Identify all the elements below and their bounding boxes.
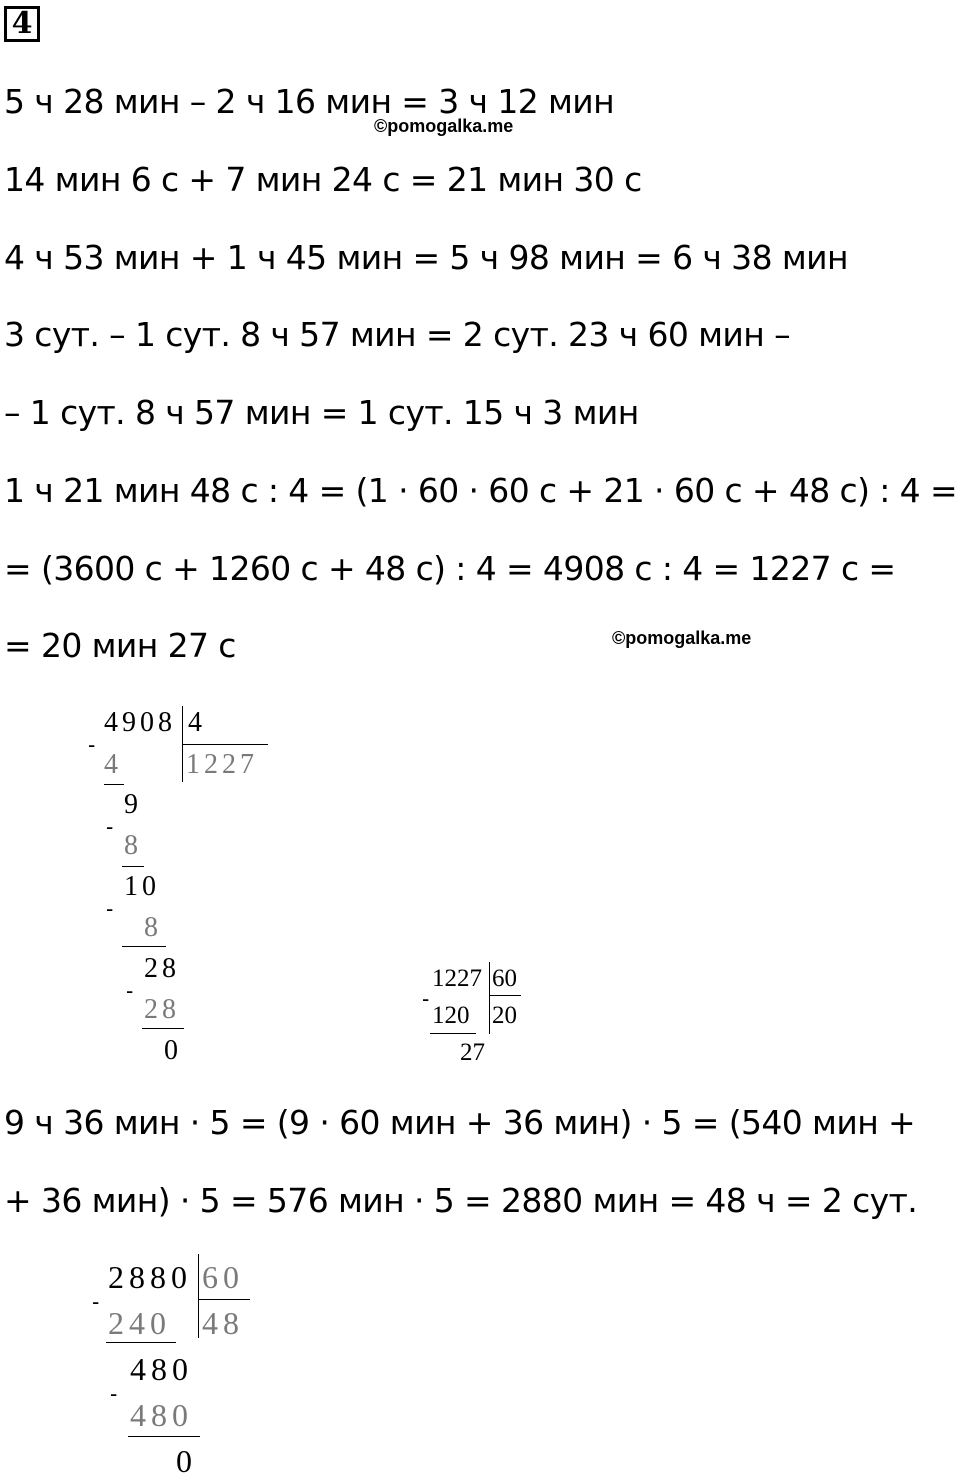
step-subtrahend: 480 [130, 1397, 193, 1433]
minus-sign: - [92, 1289, 100, 1314]
equation-line-5: – 1 сут. 8 ч 57 мин = 1 сут. 15 ч 3 мин [4, 393, 639, 432]
dividend: 4908 [104, 707, 176, 738]
dividend: 1227 [432, 965, 482, 992]
minus-sign: - [110, 1381, 118, 1406]
step-remainder: 9 [124, 789, 142, 820]
step-line [122, 866, 144, 867]
equation-line-10: + 36 мин) · 5 = 576 мин · 5 = 2880 мин = 48 ч = 2 сут. [4, 1181, 918, 1220]
equation-line-6: 1 ч 21 мин 48 с : 4 = (1 · 60 · 60 с + 21 · 60 с + 48 с) : 4 = [4, 471, 958, 510]
step-line [128, 1436, 200, 1437]
minus-sign: - [422, 986, 430, 1011]
step-subtrahend: 28 [144, 994, 180, 1025]
equation-line-4: 3 сут. – 1 сут. 8 ч 57 мин = 2 сут. 23 ч 60 мин – [4, 315, 791, 354]
step-line [104, 784, 124, 785]
minus-sign: - [106, 896, 114, 921]
quotient-line [489, 995, 521, 996]
equation-line-2: 14 мин 6 с + 7 мин 24 с = 21 мин 30 с [4, 160, 642, 199]
divisor: 4 [188, 707, 206, 738]
minus-sign: - [88, 732, 96, 757]
division-bar [489, 962, 490, 1034]
quotient: 1227 [186, 749, 258, 780]
step-remainder: 10 [124, 871, 160, 902]
division-bar [198, 1254, 199, 1338]
step-subtrahend: 8 [144, 912, 162, 943]
step-remainder: 28 [144, 953, 180, 984]
equation-line-1: 5 ч 28 мин – 2 ч 16 мин = 3 ч 12 мин [4, 82, 615, 121]
equation-line-8: = 20 мин 27 с [4, 626, 236, 665]
final-remainder: 0 [164, 1035, 182, 1066]
final-remainder: 27 [460, 1039, 485, 1066]
step-subtrahend: 120 [432, 1002, 470, 1029]
quotient-line [182, 744, 268, 745]
final-remainder: 0 [176, 1443, 197, 1479]
dividend: 2880 [108, 1259, 192, 1295]
quotient: 48 [202, 1305, 244, 1341]
equation-line-9: 9 ч 36 мин · 5 = (9 · 60 мин + 36 мин) · 5 = (540 мин + [4, 1103, 916, 1142]
watermark-middle: ©pomogalka.me [612, 628, 752, 648]
step-subtrahend: 240 [108, 1305, 171, 1341]
step-line [106, 1342, 176, 1343]
step-remainder: 480 [130, 1351, 193, 1387]
step-line [142, 1028, 184, 1029]
quotient: 20 [492, 1002, 517, 1029]
step-line [122, 946, 166, 947]
task-number: 4 [4, 6, 40, 42]
minus-sign: - [106, 814, 114, 839]
step-subtrahend: 8 [124, 830, 142, 861]
step-subtrahend: 4 [104, 749, 122, 780]
divisor: 60 [492, 965, 517, 992]
equation-line-7: = (3600 с + 1260 с + 48 с) : 4 = 4908 с : 4 = 1227 с = [4, 549, 896, 588]
watermark-top: ©pomogalka.me [374, 116, 514, 136]
quotient-line [198, 1299, 250, 1300]
step-line [430, 1033, 476, 1034]
divisor: 60 [202, 1259, 244, 1295]
equation-line-3: 4 ч 53 мин + 1 ч 45 мин = 5 ч 98 мин = 6 ч 38 мин [4, 238, 848, 277]
minus-sign: - [126, 978, 134, 1003]
